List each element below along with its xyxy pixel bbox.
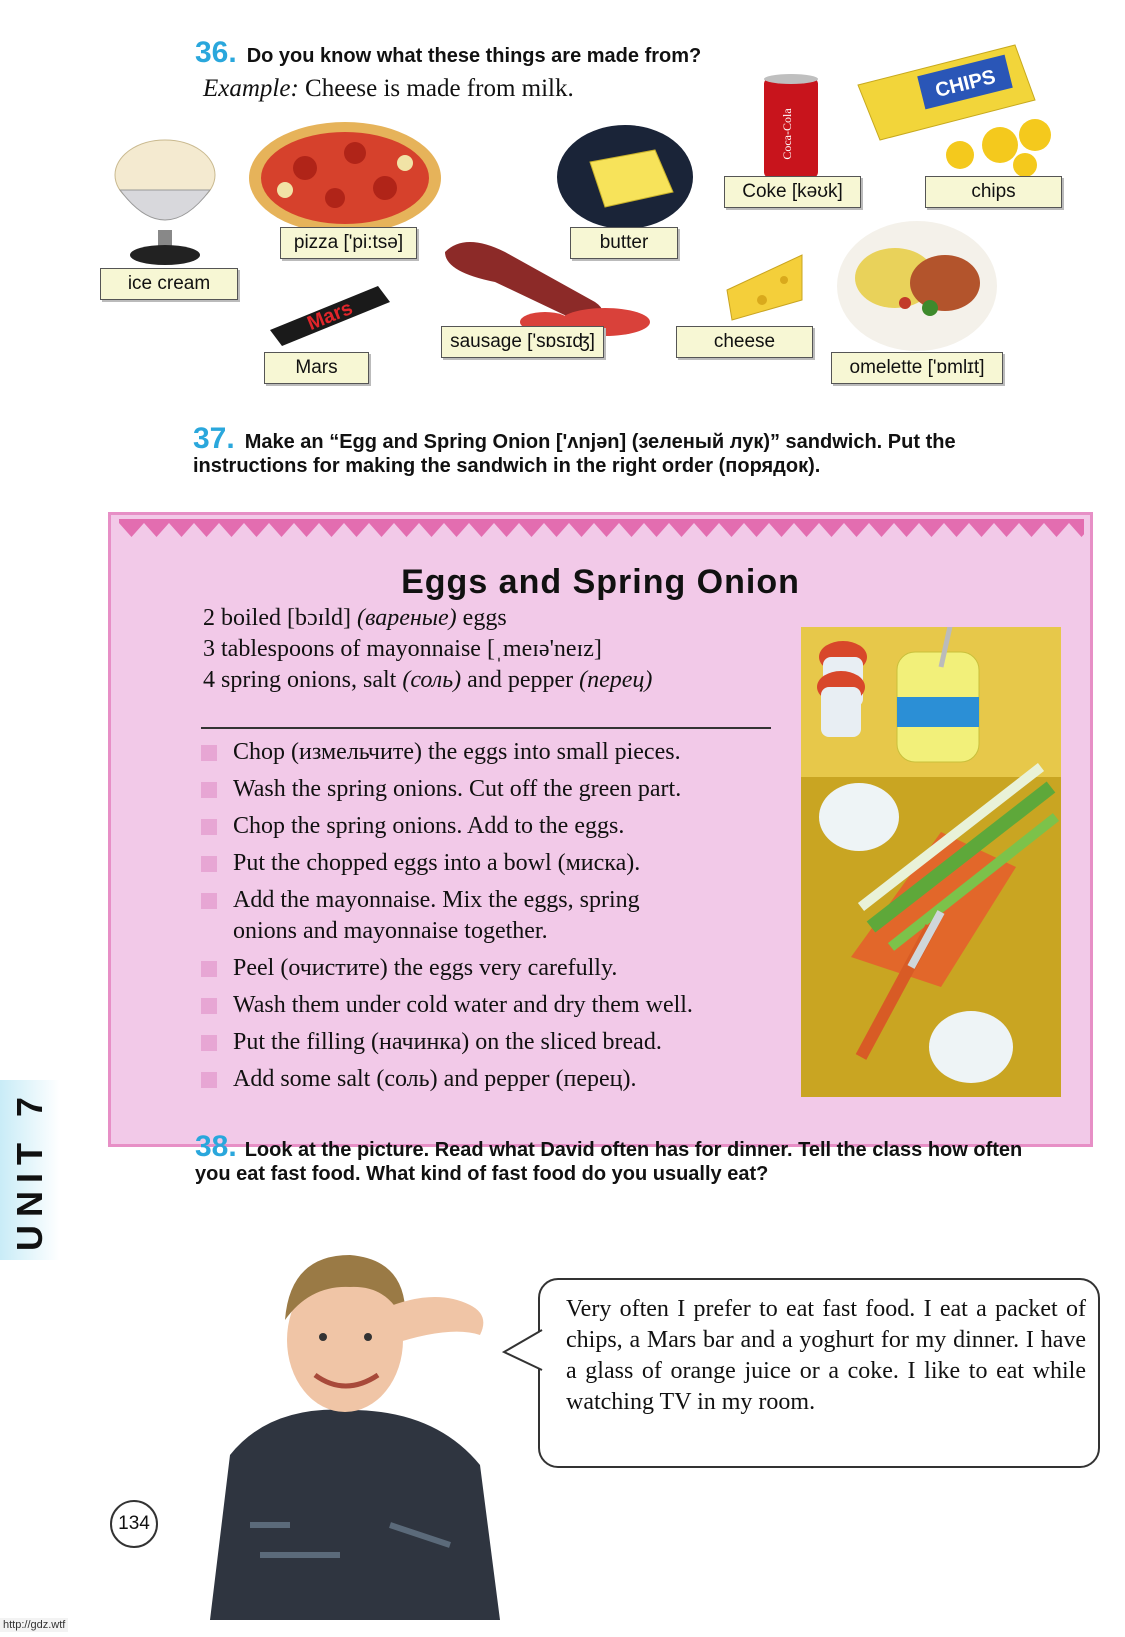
step-item bbox=[199, 848, 809, 879]
label-ice-cream: ice cream bbox=[100, 268, 238, 300]
ex37-number: 37. bbox=[193, 422, 235, 455]
step-text: Add some salt (соль) and pepper (перец). bbox=[233, 1066, 637, 1092]
chips-bag-text: CHIPS bbox=[933, 65, 998, 103]
unit-tab bbox=[0, 1080, 60, 1260]
speech-bubble bbox=[538, 1278, 1100, 1468]
bullet-icon bbox=[201, 782, 217, 798]
example-text: Cheese is made from milk. bbox=[305, 75, 574, 102]
ex38-line1: Look at the picture. Read what David often has for dinner. Tell the class how often bbox=[244, 1139, 1023, 1161]
bubble-tail bbox=[502, 1328, 544, 1376]
page-number: 134 bbox=[110, 1500, 158, 1548]
step-text: Wash the spring onions. Cut off the green part. bbox=[233, 776, 682, 802]
bullet-icon bbox=[201, 856, 217, 872]
ingredient-1-rest: eggs bbox=[456, 605, 507, 631]
step-item bbox=[199, 885, 809, 947]
recipe-title: Eggs and Spring Onion bbox=[401, 563, 800, 601]
ex36-number: 36. bbox=[195, 36, 237, 69]
mars-image bbox=[268, 278, 393, 348]
zigzag-border bbox=[119, 519, 1084, 539]
label-butter: butter bbox=[570, 227, 678, 259]
ex36-example bbox=[203, 75, 574, 103]
ex38-number: 38. bbox=[195, 1130, 237, 1163]
unit-label: UNIT 7 bbox=[9, 1088, 50, 1252]
step-text: Add the mayonnaise. Mix the eggs, spring bbox=[233, 887, 640, 913]
ex38-heading bbox=[195, 1130, 1075, 1188]
cooking-illustration bbox=[801, 627, 1061, 1097]
label-coke: Coke [kəʊk] bbox=[724, 176, 861, 208]
footer-url: http://gdz.wtf bbox=[0, 1618, 68, 1632]
step-text: Wash them under cold water and dry them well. bbox=[233, 992, 693, 1018]
ex38-line2: you eat fast food. What kind of fast food do you usually eat? bbox=[195, 1163, 769, 1185]
step-text: Put the chopped eggs into a bowl (миска). bbox=[233, 850, 641, 876]
pizza-image bbox=[245, 118, 445, 238]
step-item bbox=[199, 811, 809, 842]
label-mars: Mars bbox=[264, 352, 369, 384]
bullet-icon bbox=[201, 1035, 217, 1051]
bullet-icon bbox=[201, 1072, 217, 1088]
step-item bbox=[199, 953, 809, 984]
ingredient-2-text: 3 tablespoons of mayonnaise [ˌmeɪə'neɪz] bbox=[203, 636, 602, 662]
instruction-steps bbox=[199, 737, 809, 1101]
ingredient-1 bbox=[203, 605, 507, 632]
ingredients-divider bbox=[201, 727, 771, 729]
step-item bbox=[199, 1027, 809, 1058]
bullet-icon bbox=[201, 819, 217, 835]
ingredient-3-rest: and pepper bbox=[461, 667, 580, 693]
step-text: Chop (измельчите) the eggs into small pieces. bbox=[233, 739, 681, 765]
example-label: Example: bbox=[203, 75, 299, 102]
step-item bbox=[199, 1064, 809, 1095]
label-cheese: cheese bbox=[676, 326, 813, 358]
ingredient-2 bbox=[203, 636, 602, 663]
ex36-heading bbox=[195, 36, 701, 70]
ex37-line2: instructions for making the sandwich in the right order (порядок). bbox=[193, 455, 821, 477]
coke-image bbox=[760, 72, 822, 182]
step-item bbox=[199, 737, 809, 768]
step-text: Peel (очистите) the eggs very carefully. bbox=[233, 955, 618, 981]
bullet-icon bbox=[201, 745, 217, 761]
ingredient-3-text: 4 spring onions, salt bbox=[203, 667, 403, 693]
label-omelette: omelette ['ɒmlɪt] bbox=[831, 352, 1003, 384]
step-item bbox=[199, 774, 809, 805]
ingredient-1-text: 2 boiled [bɔɪld] bbox=[203, 605, 357, 631]
omelette-image bbox=[835, 218, 1000, 353]
step-text: Put the filling (начинка) on the sliced bread. bbox=[233, 1029, 662, 1055]
speech-text: Very often I prefer to eat fast food. I eat a packet of chips, a Mars bar and a yoghurt for my dinner. I have a glass of orange juice or a coke. I like to eat while watching TV in my room. bbox=[566, 1296, 1086, 1415]
step-item bbox=[199, 990, 809, 1021]
ex37-heading bbox=[193, 422, 1063, 480]
coke-can-text: Coca-Cola bbox=[780, 108, 794, 160]
label-chips: chips bbox=[925, 176, 1062, 208]
ice-cream-image bbox=[100, 130, 230, 270]
bullet-icon bbox=[201, 961, 217, 977]
mars-wrapper-text: Mars bbox=[304, 297, 356, 335]
ingredient-1-translation: (вареные) bbox=[356, 605, 457, 631]
ingredient-3-translation: (соль) bbox=[402, 667, 462, 693]
step-text: Chop the spring onions. Add to the eggs. bbox=[233, 813, 625, 839]
ex36-instruction: Do you know what these things are made from? bbox=[246, 45, 702, 67]
label-sausage: sausage ['sɒsɪʤ] bbox=[441, 326, 604, 358]
butter-image bbox=[555, 122, 695, 232]
ingredient-3 bbox=[203, 667, 652, 694]
bullet-icon bbox=[201, 998, 217, 1014]
boy-photo bbox=[190, 1225, 535, 1620]
ex37-line1: Make an “Egg and Spring Onion ['ʌnjən] (зеленый лук)” sandwich. Put the bbox=[244, 431, 956, 453]
label-pizza: pizza ['pi:tsə] bbox=[280, 227, 417, 259]
cheese-image bbox=[722, 250, 807, 322]
recipe-card bbox=[108, 512, 1093, 1147]
step-text-continued: onions and mayonnaise together. bbox=[233, 918, 548, 944]
bullet-icon bbox=[201, 893, 217, 909]
chips-image bbox=[850, 40, 1060, 180]
ingredient-3-translation-2: (перец) bbox=[579, 667, 653, 693]
